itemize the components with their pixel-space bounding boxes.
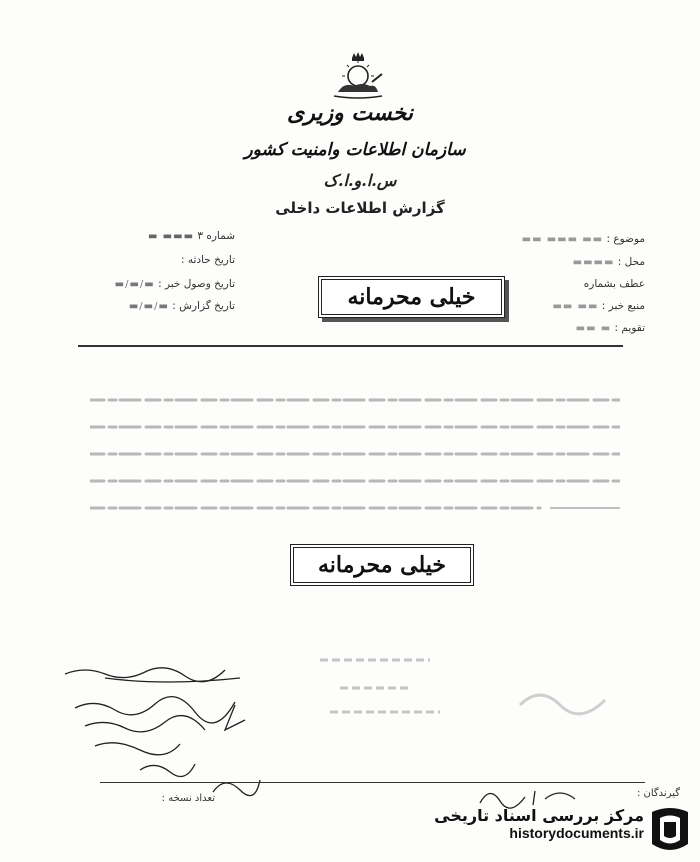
header-separator	[78, 345, 623, 347]
faded-body-text	[90, 390, 620, 515]
location-value-faded: ▬▬▬▬	[572, 257, 615, 268]
reference-field	[584, 278, 645, 290]
faded-stamp-marks	[300, 650, 460, 720]
location-field	[573, 256, 645, 268]
report-date-value-faded: ▬/▬/▬	[128, 301, 169, 312]
recipients-label: گیرندگان :	[636, 788, 680, 799]
report-type: گزارش اطلاعات داخلی	[275, 199, 445, 217]
reference-label: عطف بشماره	[583, 278, 645, 290]
ministry-title: نخست وزیری	[287, 100, 413, 126]
faded-signature-mark	[515, 680, 615, 730]
organization-name: سازمان اطلاعات وامنیت کشور	[244, 140, 466, 160]
location-label: محل :	[617, 256, 645, 268]
incident-date-field	[75, 254, 235, 266]
receive-date-field	[40, 278, 235, 290]
evaluation-label: تقویم :	[614, 322, 645, 334]
lion-and-sun-emblem-icon	[330, 52, 386, 100]
copies-label: تعداد نسخه :	[161, 793, 215, 804]
report-date-label: تاریخ گزارش :	[172, 300, 235, 312]
evaluation-value-faded: ▬ ▬▬	[575, 323, 612, 334]
subject-value-faded: ▬▬ ▬▬▬ ▬▬	[521, 234, 604, 245]
source-field	[552, 300, 645, 312]
source-label: منبع خبر :	[601, 300, 645, 312]
history-documents-logo-icon	[646, 804, 694, 856]
receive-date-label: تاریخ وصول خبر :	[158, 278, 235, 290]
receive-date-value-faded: ▬/▬/▬	[114, 279, 155, 290]
classification-stamp-top: خیلی محرمانه	[318, 276, 505, 318]
subject-label: موضوع :	[606, 233, 645, 245]
source-value-faded: ▬▬ ▬▬	[552, 301, 599, 312]
incident-date-label: تاریخ حادثه :	[180, 254, 235, 266]
watermark-url: historydocuments.ir	[509, 825, 644, 841]
number-value-faded: ▬▬▬ ▬	[148, 231, 195, 242]
watermark-title: مرکز بررسی اسناد تاریخی	[434, 806, 644, 825]
subject-field	[522, 233, 645, 245]
classification-stamp-bottom: خیلی محرمانه	[290, 544, 474, 586]
evaluation-field	[576, 322, 645, 334]
report-date-field	[40, 300, 235, 312]
number-field	[75, 230, 235, 242]
watermark-text	[418, 806, 644, 841]
organization-abbreviation: س.ا.و.ا.ک	[323, 171, 397, 190]
number-label: شماره ۳	[197, 230, 235, 242]
